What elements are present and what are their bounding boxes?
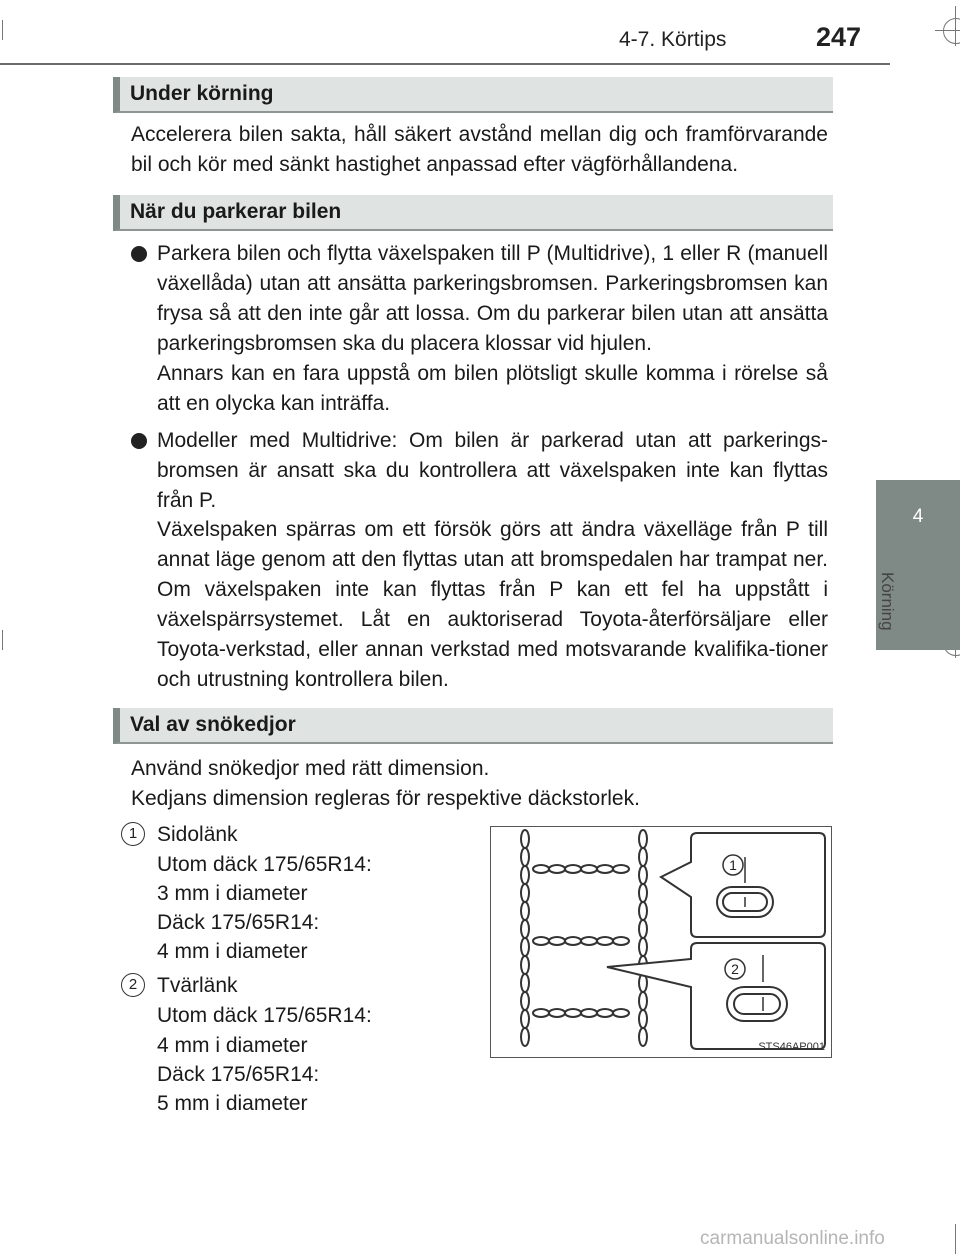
item-number-1: 1 xyxy=(121,822,145,846)
section-title: Under körning xyxy=(130,82,274,105)
parking-bullet-1-note: Annars kan en fara uppstå om bilen plötsligt skulle komma i rörelse så att en olycka kan inträffa. xyxy=(157,362,828,415)
driving-paragraph: Accelerera bilen sakta, håll säkert avstånd mellan dig och framförvarande bil och kör med sänkt hastighet anpassad efter vägförhållandena. xyxy=(131,123,828,176)
bullet-icon xyxy=(131,246,147,262)
callout-number-1 xyxy=(723,855,743,875)
trim-mark-left-top xyxy=(2,20,3,40)
parking-bullet-1: Parkera bilen och flytta växelspaken till P (Multidrive), 1 eller R (manuell växellåda) utan att ansätta parkeringsbromsen. Parkeringsbromsen kan frysa så att den inte går att lossa. Om du parkerar bilen utan att ansätta parkeringsbromsen ska du placera klossar vid hjulen. xyxy=(157,242,828,355)
item-1-line: Däck 175/65R14: xyxy=(157,911,320,934)
trim-mark-left-mid xyxy=(2,630,3,650)
chains-line-1: Använd snökedjor med rätt dimension. xyxy=(131,757,490,780)
callout-number-2 xyxy=(725,959,745,979)
item-2-name: Tvärlänk xyxy=(157,974,238,997)
snow-chain-illustration xyxy=(491,827,832,1058)
side-chain-right xyxy=(639,830,647,1046)
section-header-parking xyxy=(113,195,833,231)
chains-line-2: Kedjans dimension regleras för respektive däckstorlek. xyxy=(131,787,640,810)
section-header-snow-chains xyxy=(113,708,833,744)
parking-bullet-2-note: Växelspaken spärras om ett försök görs att ändra växelläge från P till annat läge genom att den flyttas utan att bromspedalen har trampat ner. Om växelspaken inte kan flyttas från P kan ett fel ha uppstått i växelspärrsystemet. Låt en auktoriserad Toyota-återförsäljare eller Toyota-verkstad, eller annan verkstad med motsvarande kvalifika-tioner och utrustning kontrollera bilen. xyxy=(157,518,828,691)
header-section-title: 4-7. Körtips xyxy=(619,28,727,51)
item-1-line: 4 mm i diameter xyxy=(157,940,308,963)
item-1-line: Utom däck 175/65R14: xyxy=(157,853,372,876)
figure-code: STS46AP001 xyxy=(758,1041,825,1053)
section-title: Val av snökedjor xyxy=(130,713,296,736)
callout-1-text: 1 xyxy=(729,857,737,873)
page-number: 247 xyxy=(816,22,862,52)
item-1-name: Sidolänk xyxy=(157,823,238,846)
item-2-line: Däck 175/65R14: xyxy=(157,1063,320,1086)
item-2-line: 5 mm i diameter xyxy=(157,1092,308,1115)
cross-chain xyxy=(533,865,629,873)
chapter-label: Körning xyxy=(878,572,897,631)
parking-bullet-2: Modeller med Multidrive: Om bilen är parkerad utan att parkerings-bromsen är ansatt ska du kontrollera att växelspaken inte kan flyttas från P. xyxy=(157,429,828,512)
section-title: När du parkerar bilen xyxy=(130,200,342,223)
watermark: carmanualsonline.info xyxy=(700,1228,885,1249)
snow-chain-figure xyxy=(490,826,832,1058)
bullet-icon xyxy=(131,433,147,449)
item-2-line: Utom däck 175/65R14: xyxy=(157,1004,372,1027)
section-header-driving xyxy=(113,77,833,113)
item-1-line: 3 mm i diameter xyxy=(157,882,308,905)
header-rule xyxy=(0,63,890,65)
chapter-number: 4 xyxy=(912,506,924,527)
item-2-line: 4 mm i diameter xyxy=(157,1034,308,1057)
cross-chain xyxy=(533,937,629,945)
side-chain-left xyxy=(521,830,529,1046)
callout-2-text: 2 xyxy=(731,961,739,977)
callout-side-link xyxy=(661,833,825,937)
cross-chain xyxy=(533,1009,629,1017)
item-number-2: 2 xyxy=(121,973,145,997)
